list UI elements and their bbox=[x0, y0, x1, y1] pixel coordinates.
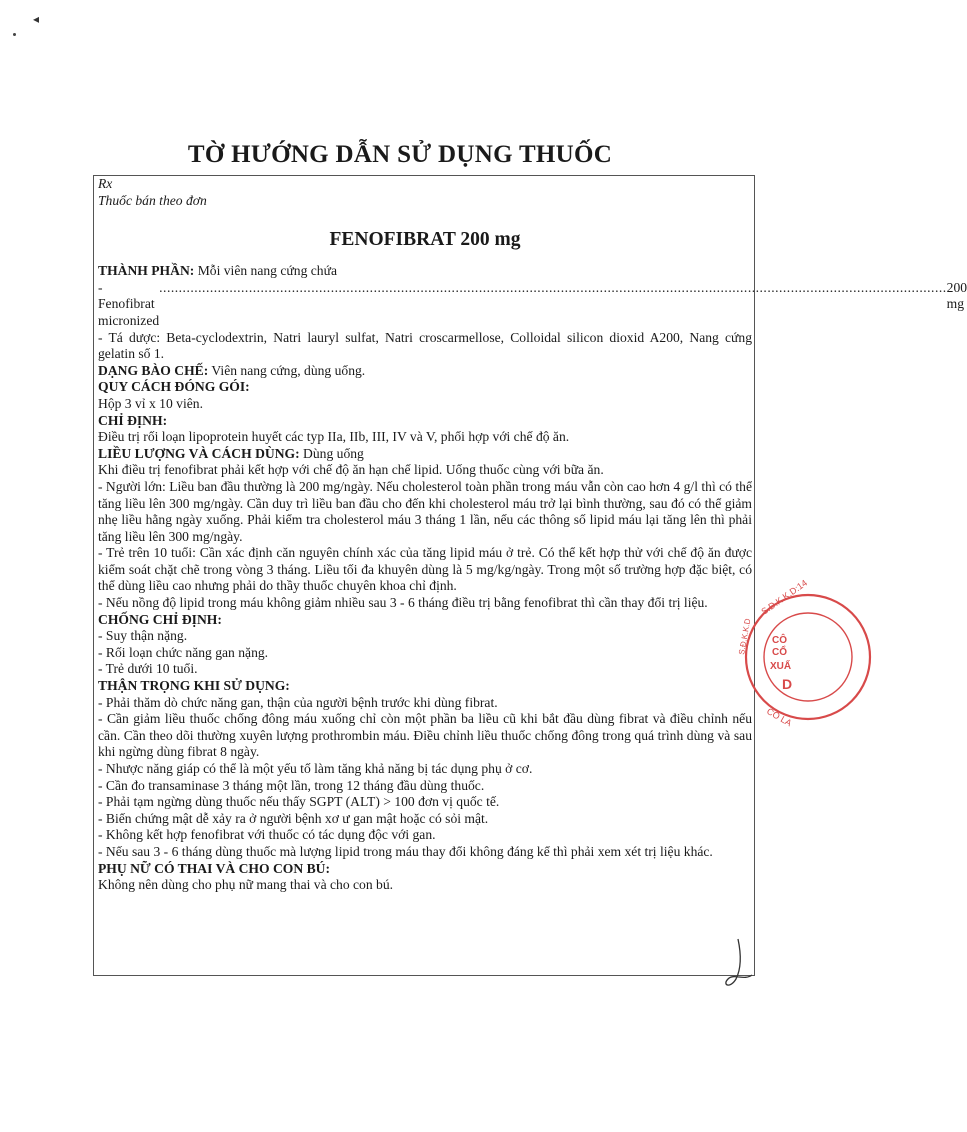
svg-text:CỔ: CỔ bbox=[772, 647, 787, 658]
svg-text:CÔ: CÔ bbox=[772, 635, 787, 646]
contraindication-item: - Rối loạn chức năng gan nặng. bbox=[98, 644, 269, 660]
dosage-route: Dùng uống bbox=[299, 445, 364, 461]
indications-text: Điều trị rối loạn lipoprotein huyết các typ IIa, IIb, III, IV và V, phối hợp với chế độ ăn. bbox=[98, 429, 570, 445]
active-ingredient-line bbox=[98, 279, 967, 330]
packaging-text: Hộp 3 vỉ x 10 viên. bbox=[98, 395, 203, 411]
dosage-line: Khi điều trị fenofibrat phải kết hợp với chế độ ăn hạn chế lipid. Uống thuốc cùng với bữa ăn. bbox=[98, 462, 604, 478]
active-ingredient-amount: 200 mg bbox=[946, 279, 967, 312]
dosage-line: - Nếu nồng độ lipid trong máu không giảm nhiều sau 3 - 6 tháng điều trị bằng fenofibrat thì cần thay đổi trị liệu. bbox=[98, 595, 708, 611]
contraindication-item: - Trẻ dưới 10 tuổi. bbox=[98, 661, 198, 677]
contraindications-heading: CHỐNG CHỈ ĐỊNH: bbox=[98, 611, 222, 627]
svg-text:S.Đ.K.K.D: S.Đ.K.K.D bbox=[737, 617, 753, 656]
dosage-line: - Trẻ trên 10 tuổi: Cần xác định căn nguyên chính xác của tăng lipid máu ở trẻ. Có thể kết hợp thử với chế độ ăn được kiểm soát chặt chẽ trong vòng 3 tháng. Liều tối đa khuyên dùng là 5 mg/kg/ngày. Trong một số trường hợp đặc biệt, có thể dùng liều cao nhưng phải do thầy thuốc chuyên khoa chỉ định. bbox=[98, 545, 752, 594]
document-title: TỜ HƯỚNG DẪN SỬ DỤNG THUỐC bbox=[187, 141, 613, 168]
rx-symbol: Rx bbox=[98, 176, 113, 191]
active-ingredient-name: - Fenofibrat micronized bbox=[98, 279, 160, 328]
contraindication-item: - Suy thận nặng. bbox=[98, 628, 188, 644]
svg-text:CỔ LA: CỔ LA bbox=[765, 706, 794, 729]
composition-intro: Mỗi viên nang cứng chứa bbox=[194, 263, 338, 279]
precaution-item: - Phải thăm dò chức năng gan, thận của người bệnh trước khi dùng fibrat. bbox=[98, 694, 498, 710]
precaution-item: - Nếu sau 3 - 6 tháng dùng thuốc mà lượng lipid trong máu thay đổi không đáng kể thì phải xem xét trị liệu khác. bbox=[98, 843, 713, 859]
composition-heading: THÀNH PHẦN: bbox=[98, 263, 195, 279]
pregnancy-text: Không nên dùng cho phụ nữ mang thai và cho con bú. bbox=[98, 877, 394, 893]
excipients: - Tá dược: Beta-cyclodextrin, Natri lauryl sulfat, Natri croscarmellose, Colloidal silicon dioxid A200, Nang cứng gelatin số 1. bbox=[98, 329, 752, 362]
composition-heading-line bbox=[98, 263, 752, 280]
dosage-heading: LIỀU LƯỢNG VÀ CÁCH DÙNG: bbox=[98, 445, 300, 461]
pregnancy-heading: PHỤ NỮ CÓ THAI VÀ CHO CON BÚ: bbox=[98, 860, 330, 876]
dosage-form-line bbox=[98, 363, 752, 380]
company-stamp bbox=[730, 577, 850, 735]
svg-text:D: D bbox=[782, 676, 793, 692]
prescription-note: Thuốc bán theo đơn bbox=[98, 192, 207, 208]
packaging-heading: QUY CÁCH ĐÓNG GÓI: bbox=[98, 379, 250, 395]
dosage-form-heading: DẠNG BÀO CHẾ: bbox=[98, 362, 209, 378]
dosage-line: - Người lớn: Liều ban đầu thường là 200 mg/ngày. Nếu cholesterol toàn phần trong máu vẫn còn cao hơn 4 g/l thì có thể tăng liều lên 300 mg/ngày. Cần duy trì liều ban đầu cho đến khi cholesterol máu trở lại bình thường, sau đó có thể giảm nhẹ liều hằng ngày xuống. Phải kiểm tra cholesterol máu 3 tháng 1 lần, nếu các thông số lipid máu lại tăng lên thì phải tăng liều lên 300 mg/ngày. bbox=[98, 478, 752, 544]
precaution-item: - Cần đo transaminase 3 tháng một lần, trong 12 tháng đầu dùng thuốc. bbox=[98, 777, 485, 793]
dosage-form-text: Viên nang cứng, dùng uống. bbox=[208, 362, 366, 378]
svg-text:XUẤ: XUẤ bbox=[770, 661, 792, 672]
precaution-item: - Biến chứng mật dễ xảy ra ở người bệnh xơ ư gan mật hoặc có sỏi mật. bbox=[98, 810, 489, 826]
dot-leader: .......................................................................................................................................................................................................... bbox=[159, 279, 947, 295]
svg-text:S.Đ.K.K.D:14: S.Đ.K.K.D:14 bbox=[759, 577, 809, 617]
precaution-item: - Nhược năng giáp có thể là một yếu tố làm tăng khả năng bị tác dụng phụ ở cơ. bbox=[98, 761, 533, 776]
scan-mark-icon: ◂ bbox=[33, 12, 40, 26]
precaution-item: - Không kết hợp fenofibrat với thuốc có tác dụng độc với gan. bbox=[98, 827, 436, 843]
product-name: FENOFIBRAT 200 mg bbox=[329, 229, 521, 251]
signature-mark bbox=[708, 935, 768, 995]
precaution-item: - Cần giảm liều thuốc chống đông máu xuống chỉ còn một phần ba liều cũ khi bắt đầu dùng fibrat và điều chỉnh nếu cần. Cần theo dõi thường xuyên lượng prothrombin máu. Điều chỉnh liều thuốc chống đông trong quá trình dùng và sau khi ngừng dùng fibrat 8 ngày. bbox=[98, 711, 752, 760]
precaution-item: - Phải tạm ngừng dùng thuốc nếu thấy SGPT (ALT) > 100 đơn vị quốc tế. bbox=[98, 794, 500, 810]
precautions-heading: THẬN TRỌNG KHI SỬ DỤNG: bbox=[98, 678, 290, 694]
scan-dot bbox=[13, 33, 16, 36]
indications-heading: CHỈ ĐỊNH: bbox=[98, 412, 168, 428]
dosage-heading-line bbox=[98, 446, 752, 463]
